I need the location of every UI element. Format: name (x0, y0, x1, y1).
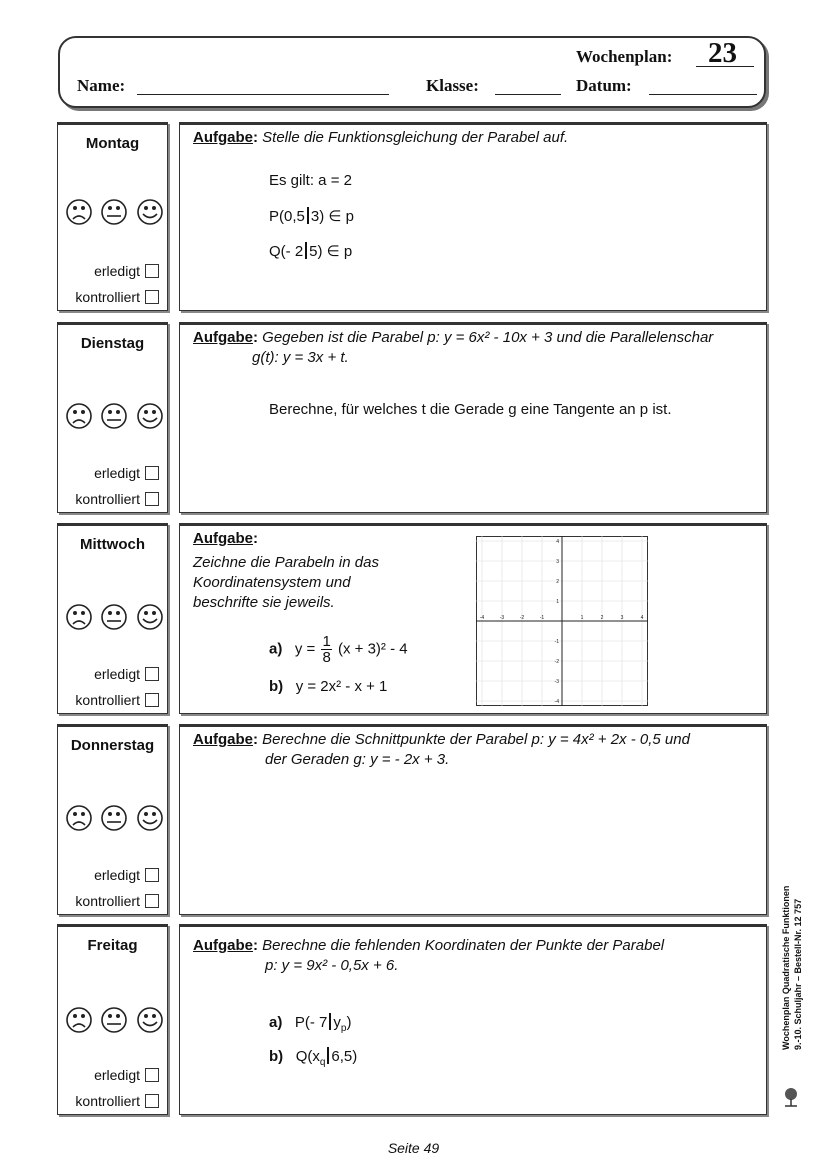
name-label: Name: (77, 76, 126, 95)
task-text-line2: p: y = 9x² - 0,5x + 6. (265, 957, 399, 974)
point-b: b) $Q(x_q$ 6,5) (269, 1048, 358, 1068)
task-text: Aufgabe: Berechne die Schnittpunkte der Parabel p: y = 4x² + 2x - 0,5 und (193, 731, 690, 748)
neutral-face-icon (102, 1008, 126, 1032)
day-name: Donnerstag (70, 737, 155, 754)
x-tick-label: 4 (640, 615, 644, 621)
coordinate-system (476, 536, 648, 706)
day-name: Montag (85, 135, 140, 152)
status-erledigt: erledigt (94, 465, 159, 481)
status-kontrolliert: kontrolliert (75, 289, 159, 305)
publisher-logo-icon (781, 1086, 801, 1108)
x-tick-label: -4 (479, 615, 485, 621)
aufgabe-heading: Aufgabe: (193, 530, 258, 547)
day-panel-montag (57, 122, 168, 311)
task-text-line1: Zeichne die Parabeln in das (193, 554, 379, 571)
status-kontrolliert: kontrolliert (75, 692, 159, 708)
sad-face-icon (67, 200, 91, 224)
publisher-side-text: Wochenplan Quadratische Funktionen 9.-10. Schuljahr – Bestell-Nr. 12 757 (781, 885, 803, 1050)
rating-smileys (65, 1006, 165, 1034)
task-panel-dienstag (179, 322, 767, 513)
kontrolliert-checkbox[interactable] (145, 894, 159, 908)
rating-smileys (65, 603, 165, 631)
rating-smileys (65, 402, 165, 430)
task-text-line2: g(t): y = 3x + t. (252, 349, 349, 366)
y-tick-label: -2 (554, 659, 559, 665)
datum-field[interactable] (649, 94, 757, 95)
x-tick-label: 1 (580, 615, 584, 621)
erledigt-checkbox[interactable] (145, 868, 159, 882)
rating-smileys (65, 198, 165, 226)
status-kontrolliert: kontrolliert (75, 1093, 159, 1109)
x-tick-label: -1 (539, 615, 545, 621)
point-q: Q(- 2 5) ∈ p (269, 243, 353, 260)
y-tick-label: 4 (556, 539, 559, 545)
status-erledigt: erledigt (94, 263, 159, 279)
task-panel-freitag (179, 924, 767, 1115)
task-panel-donnerstag (179, 724, 767, 915)
wochenplan-number: 23 (708, 37, 737, 69)
klasse-label: Klasse: (426, 76, 479, 95)
task-text-line3: beschrifte sie jeweils. (193, 594, 335, 611)
erledigt-checkbox[interactable] (145, 264, 159, 278)
rating-smileys (65, 804, 165, 832)
klasse-field[interactable] (495, 94, 561, 95)
sad-face-icon (67, 806, 91, 830)
header-box (58, 36, 766, 108)
y-tick-label: -4 (554, 699, 559, 705)
status-kontrolliert: kontrolliert (75, 893, 159, 909)
given-a: Es gilt: a = 2 (269, 172, 352, 189)
task-text-line2: Koordinatensystem und (193, 574, 351, 591)
name-field[interactable] (137, 94, 389, 95)
y-tick-label: -1 (554, 639, 559, 645)
wochenplan-label: Wochenplan: (576, 47, 673, 66)
task-text: Aufgabe: Gegeben ist die Parabel p: y = 6x² - 10x + 3 und die Parallelenschar (193, 329, 714, 346)
day-name: Freitag (87, 937, 138, 954)
day-panel-dienstag (57, 322, 168, 513)
equation-a: a) y = $\frac{1}{8}$ (x + 3)² - 4 (269, 633, 408, 666)
kontrolliert-checkbox[interactable] (145, 693, 159, 707)
task-panel-mittwoch (179, 523, 767, 714)
y-tick-label: -3 (554, 679, 559, 685)
x-tick-label: -3 (499, 615, 505, 621)
erledigt-checkbox[interactable] (145, 667, 159, 681)
y-tick-label: 2 (556, 579, 559, 585)
page-number: Seite 49 (387, 1140, 440, 1156)
day-panel-donnerstag (57, 724, 168, 915)
task-text-line2: der Geraden g: y = - 2x + 3. (265, 751, 450, 768)
erledigt-checkbox[interactable] (145, 466, 159, 480)
x-tick-label: 3 (620, 615, 624, 621)
day-panel-mittwoch (57, 523, 168, 714)
x-tick-label: -2 (519, 615, 525, 621)
happy-face-icon (138, 1008, 162, 1032)
instruction: Berechne, für welches t die Gerade g eine Tangente an p ist. (269, 401, 672, 418)
happy-face-icon (138, 806, 162, 830)
neutral-face-icon (102, 605, 126, 629)
point-a: a) P(- 7 $y_p$) (269, 1014, 352, 1034)
kontrolliert-checkbox[interactable] (145, 1094, 159, 1108)
day-name: Dienstag (80, 335, 145, 352)
happy-face-icon (138, 605, 162, 629)
task-text: Aufgabe: Berechne die fehlenden Koordinaten der Punkte der Parabel (193, 937, 665, 954)
y-tick-label: 3 (556, 559, 559, 565)
status-erledigt: erledigt (94, 1067, 159, 1083)
task-panel-montag (179, 122, 767, 311)
datum-label: Datum: (576, 76, 632, 95)
kontrolliert-checkbox[interactable] (145, 290, 159, 304)
status-erledigt: erledigt (94, 666, 159, 682)
neutral-face-icon (102, 404, 126, 428)
happy-face-icon (138, 200, 162, 224)
y-tick-label: 1 (556, 599, 559, 605)
status-erledigt: erledigt (94, 867, 159, 883)
sad-face-icon (67, 1008, 91, 1032)
day-panel-freitag (57, 924, 168, 1115)
sad-face-icon (67, 404, 91, 428)
happy-face-icon (138, 404, 162, 428)
kontrolliert-checkbox[interactable] (145, 492, 159, 506)
status-kontrolliert: kontrolliert (75, 491, 159, 507)
x-tick-label: 2 (600, 615, 604, 621)
neutral-face-icon (102, 806, 126, 830)
sad-face-icon (67, 605, 91, 629)
equation-b: b) y = 2x² - x + 1 (269, 678, 388, 695)
erledigt-checkbox[interactable] (145, 1068, 159, 1082)
point-p: P(0,5 3) ∈ p (269, 208, 354, 225)
task-text: Aufgabe: Stelle die Funktionsgleichung der Parabel auf. (193, 129, 569, 146)
day-name: Mittwoch (80, 536, 145, 553)
neutral-face-icon (102, 200, 126, 224)
